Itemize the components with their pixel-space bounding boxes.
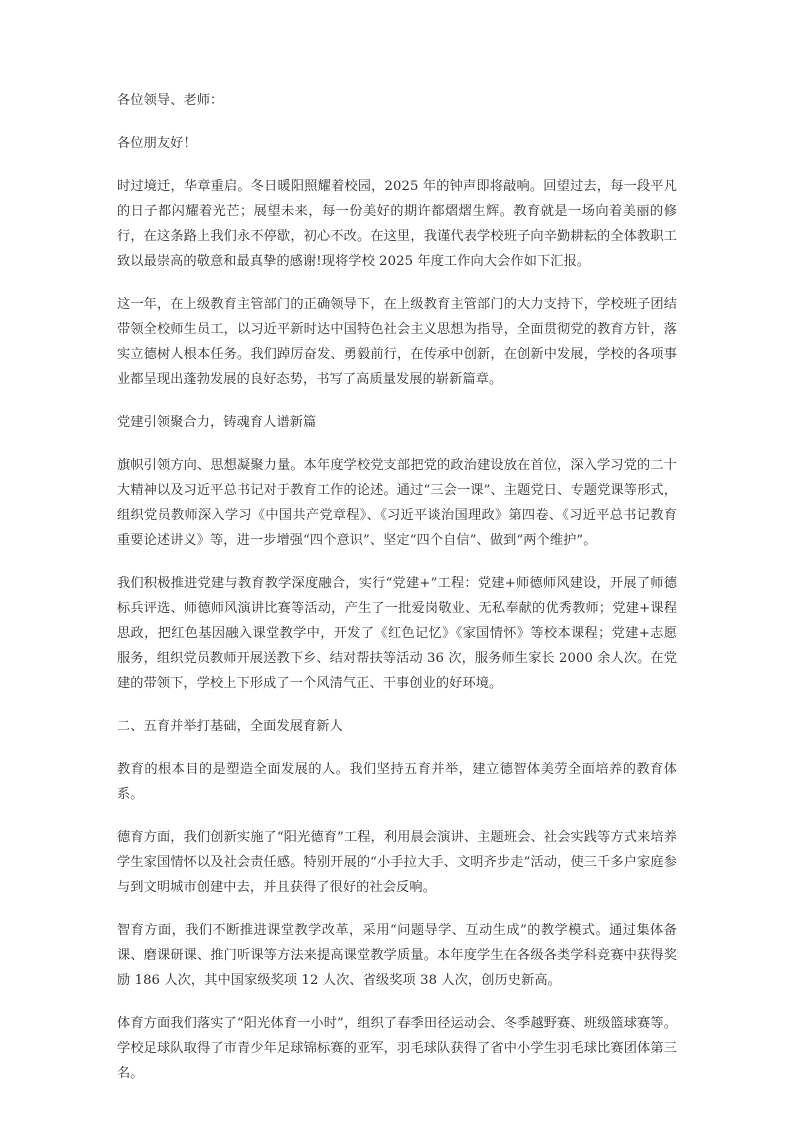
document-body — [117, 88, 677, 1086]
salutation-leaders-teachers: 各位领导、老师： — [117, 93, 224, 108]
paragraph-physical-education: 体育方面我们落实了“阳光体育一小时”，组织了春季田径运动会、冬季越野赛、班级篮球赛等。学校足球队取得了市青少年足球锦标赛的亚军，羽毛球队获得了省中小学生羽毛球比赛团体第三名。 — [117, 1016, 677, 1081]
paragraph-party-study: 旗帜引领方向、思想凝聚力量。本年度学校党支部把党的政治建设放在首位，深入学习党的二十大精神以及习近平总书记对于教育工作的论述。通过“三会一课”、主题党日、专题党课等形式，组织党员教师深入学习《中国共产党章程》、《习近平谈治国理政》第四卷、《习近平总书记教育重要论述讲义》等，进一步增强“四个意识”、坚定“四个自信”、做到“两个维护”。 — [117, 458, 677, 548]
paragraph-education-system: 教育的根本目的是塑造全面发展的人。我们坚持五育并举，建立德智体美劳全面培养的教育体系。 — [117, 762, 677, 802]
paragraph-party-integration: 我们积极推进党建与教育教学深度融合，实行“党建+”工程：党建+师德师风建设，开展了师德标兵评选、师德师风演讲比赛等活动，产生了一批爱岗敬业、无私奉献的优秀教师；党建+课程思政，把红色基因融入课堂教学中，开发了《红色记忆》《家国情怀》等校本课程；党建+志愿服务，组织党员教师开展送教下乡、结对帮扶等活动 36 次，服务师生家长 2000 余人次。在党建的带领下，学校上下形成了一个风清气正、干事创业的好环境。 — [117, 576, 677, 691]
paragraph-intellectual-education: 智育方面，我们不断推进课堂教学改革，采用“问题导学、互动生成”的教学模式。通过集体备课、磨课研课、推门听课等方法来提高课堂教学质量。本年度学生在各级各类学科竞赛中获得奖励 186 人次，其中国家级奖项 12 人次、省级奖项 38 人次，创历史新高。 — [117, 923, 677, 988]
paragraph-moral-education: 德育方面，我们创新实施了“阳光德育”工程，利用晨会演讲、主题班会、社会实践等方式来培养学生家国情怀以及社会责任感。特别开展的“小手拉大手、文明齐步走”活动，使三千多户家庭参与到文明城市创建中去，并且获得了很好的社会反响。 — [117, 830, 677, 895]
salutation-friends: 各位朋友好！ — [117, 136, 197, 151]
paragraph-year-overview: 这一年，在上级教育主管部门的正确领导下，在上级教育主管部门的大力支持下，学校班子团结带领全校师生员工，以习近平新时达中国特色社会主义思想为指导，全面贯彻党的教育方针，落实立德树人根本任务。我们踔厉奋发、勇毅前行，在传承中创新，在创新中发展，学校的各项事业都呈现出蓬勃发展的良好态势，书写了高质量发展的崭新篇章。 — [117, 297, 677, 387]
paragraph-opening: 时过境迁，华章重启。冬日暖阳照耀着校园，2025 年的钟声即将敲响。回望过去，每一段平凡的日子都闪耀着光芒；展望未来，每一份美好的期许都熠熠生辉。教育就是一场向着美丽的修行，在这条路上我们永不停歇，初心不改。在这里，我谨代表学校班子向辛勤耕耘的全体教职工致以最崇高的敬意和最真挚的感谢!现将学校 2025 年度工作向大会作如下汇报。 — [117, 179, 677, 269]
heading-party-building: 党建引领聚合力，铸魂育人谱新篇 — [117, 415, 317, 430]
heading-five-education: 二、五育并举打基础，全面发展育新人 — [117, 719, 343, 734]
